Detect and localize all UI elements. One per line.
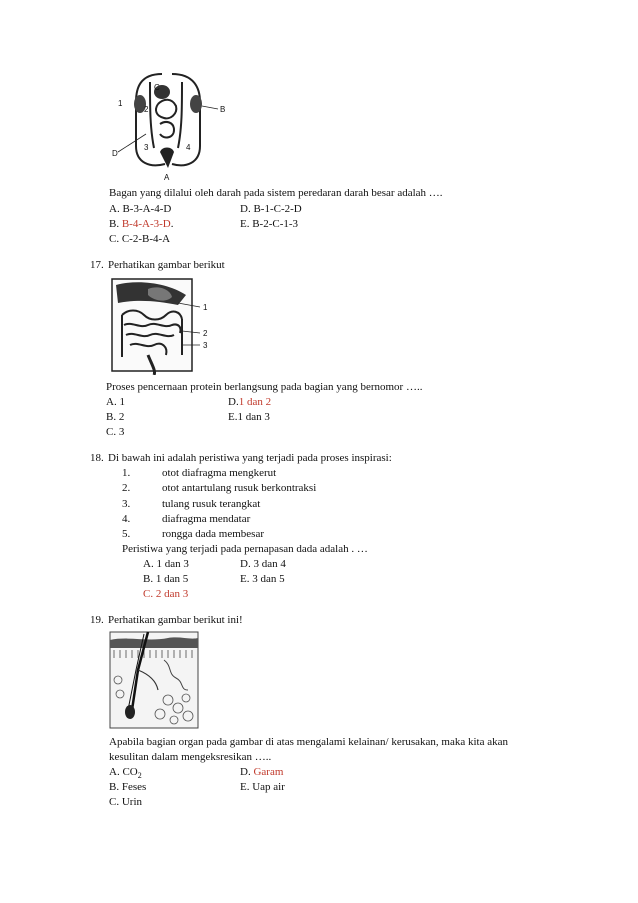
q18-item-text: diafragma mendatar — [162, 513, 251, 525]
q16-option-b-prefix: B. — [109, 218, 122, 230]
fig16-label-a: A — [164, 173, 170, 182]
fig16-label-b: B — [220, 105, 226, 114]
q19-question-line2: kesulitan dalam mengeksresikan ….. — [109, 751, 272, 763]
fig16-label-1: 1 — [118, 99, 123, 108]
q17-option-d-prefix: D. — [228, 396, 239, 408]
q16-option-b[interactable] — [109, 217, 173, 231]
q18-option-c-answer[interactable]: C. 2 dan 3 — [143, 588, 189, 600]
q18-item-number: 5. — [122, 528, 131, 540]
q18-number: 18. — [90, 452, 104, 464]
q18-item-text: otot antartulang rusuk berkontraksi — [162, 482, 317, 494]
q16-option-a[interactable]: A. B-3-A-4-D — [109, 203, 172, 215]
q18-item-text: otot diafragma mengkerut — [162, 467, 277, 479]
q17-option-d[interactable] — [228, 395, 271, 409]
q19-option-c[interactable]: C. Urin — [109, 796, 142, 808]
q18-option-a[interactable]: A. 1 dan 3 — [143, 558, 189, 570]
q17-title: Perhatikan gambar berikut — [108, 259, 225, 271]
circulatory-system-figure — [110, 68, 230, 186]
q16-option-d[interactable]: D. B-1-C-2-D — [240, 203, 302, 215]
q18-item-text: rongga dada membesar — [162, 528, 265, 540]
digestive-system-figure — [108, 275, 220, 375]
q19-option-d-answer: Garam — [253, 766, 284, 778]
q16-question: Bagan yang dilalui oleh darah pada sistem peredaran darah besar adalah …. — [109, 187, 443, 199]
q19-option-e[interactable]: E. Uap air — [240, 781, 285, 793]
q16-option-b-answer: B-4-A-3-D — [121, 218, 171, 230]
q18-item-number: 2. — [122, 482, 131, 494]
q18-option-e[interactable]: E. 3 dan 5 — [240, 573, 285, 585]
q18-title: Di bawah ini adalah peristiwa yang terjadi pada proses inspirasi: — [108, 452, 392, 464]
q18-item-number: 1. — [122, 467, 131, 479]
fig17-label-3: 3 — [203, 341, 208, 350]
fig16-label-d: D — [112, 149, 118, 158]
q17-option-c[interactable]: C. 3 — [106, 426, 125, 438]
fig16-label-3: 3 — [144, 143, 149, 152]
fig17-label-1: 1 — [203, 303, 208, 312]
q16-option-b-suffix: . — [170, 218, 174, 230]
q18-item-text: tulang rusuk terangkat — [162, 498, 261, 510]
q17-question: Proses pencernaan protein berlangsung pada bagian yang bernomor ….. — [106, 381, 423, 393]
q17-option-d-answer: 1 dan 2 — [238, 396, 272, 408]
fig16-label-4: 4 — [186, 143, 191, 152]
fig16-label-2: 2 — [144, 105, 149, 114]
q17-number: 17. — [90, 259, 104, 271]
q17-option-e[interactable]: E.1 dan 3 — [228, 411, 270, 423]
q18-option-b[interactable]: B. 1 dan 5 — [143, 573, 189, 585]
q19-option-d[interactable] — [240, 765, 283, 779]
q19-option-a-prefix: A. CO — [109, 766, 138, 778]
q19-number: 19. — [90, 614, 104, 626]
q19-option-b[interactable]: B. Feses — [109, 781, 147, 793]
skin-cross-section-figure — [108, 630, 200, 730]
q16-option-c[interactable]: C. C-2-B-4-A — [109, 233, 171, 245]
q18-item-number: 3. — [122, 498, 131, 510]
q19-title: Perhatikan gambar berikut ini! — [108, 614, 243, 626]
q18-item-number: 4. — [122, 513, 131, 525]
q18-option-d[interactable]: D. 3 dan 4 — [240, 558, 286, 570]
fig16-label-c: C — [154, 83, 160, 92]
fig17-label-2: 2 — [203, 329, 208, 338]
q16-option-e[interactable]: E. B-2-C-1-3 — [240, 218, 299, 230]
q19-option-d-prefix: D. — [240, 766, 254, 778]
q17-option-b[interactable]: B. 2 — [106, 411, 125, 423]
q19-question-line1: Apabila bagian organ pada gambar di atas mengalami kelainan/ kerusakan, maka kita akan — [109, 736, 509, 748]
q18-question: Peristiwa yang terjadi pada pernapasan dada adalah . … — [122, 543, 368, 555]
q17-option-a[interactable]: A. 1 — [106, 396, 125, 408]
q19-option-a-subscript: 2 — [137, 771, 142, 781]
